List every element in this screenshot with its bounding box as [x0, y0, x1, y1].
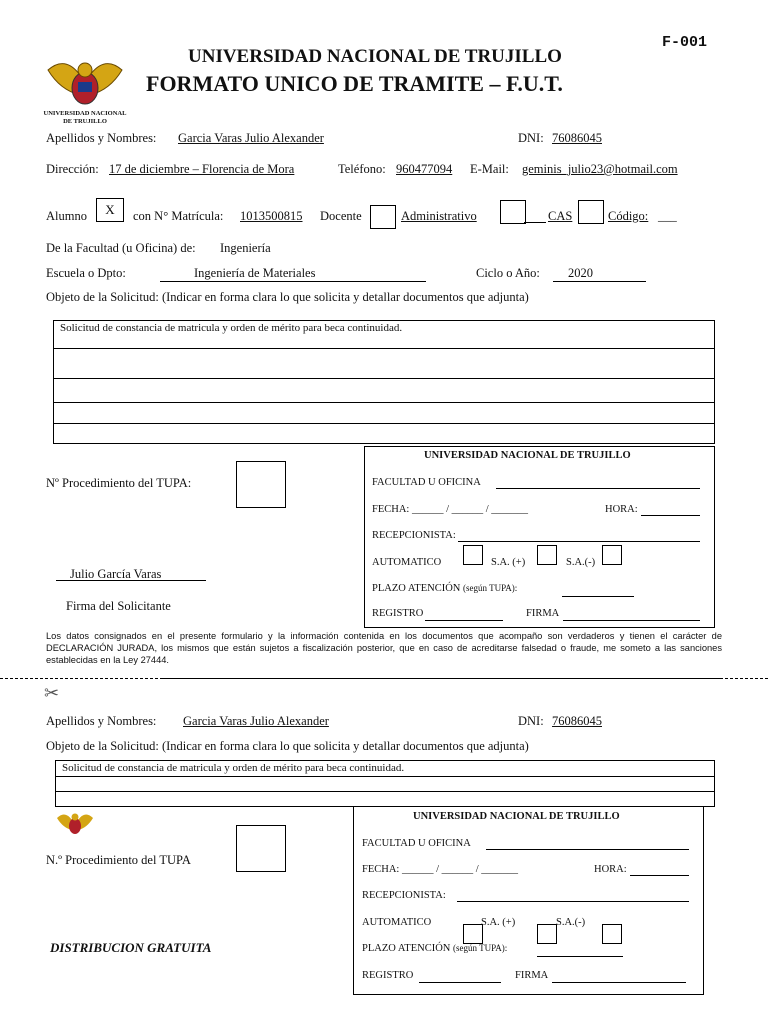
administrativo-label: Administrativo	[401, 209, 477, 223]
automatic-checkbox[interactable]	[463, 545, 483, 565]
docente-label: Docente	[320, 209, 362, 223]
logo-caption: UNIVERSIDAD NACIONAL DE TRUJILLO	[43, 110, 127, 125]
docente-checkbox[interactable]	[370, 205, 396, 229]
school-field[interactable]: Ingeniería de Materiales	[194, 266, 316, 280]
sa-minus-checkbox-2[interactable]	[602, 924, 622, 944]
tupa-box[interactable]	[236, 461, 286, 508]
tupa-label: Nº Procedimiento del TUPA:	[46, 476, 192, 490]
codigo-label: Código:	[608, 209, 649, 223]
signature-caption: Firma del Solicitante	[66, 599, 171, 613]
signature-name: Julio García Varas	[70, 567, 162, 581]
reception-sa-plus-2: S.A. (+)	[481, 917, 516, 928]
tupa-box-2[interactable]	[236, 825, 286, 872]
alumno-label: Alumno	[46, 209, 87, 223]
automatic-checkbox-2[interactable]	[463, 924, 483, 944]
names-label: Apellidos y Nombres:	[46, 131, 157, 145]
reception-sa-plus: S.A. (+)	[491, 557, 526, 568]
reception-title-2: UNIVERSIDAD NACIONAL DE TRUJILLO	[413, 811, 620, 822]
names-label-2: Apellidos y Nombres:	[46, 714, 157, 728]
dni-field-2[interactable]: 76086045	[552, 714, 602, 728]
cas-label: CAS	[548, 209, 573, 223]
sa-plus-checkbox-2[interactable]	[537, 924, 557, 944]
reception-signature: FIRMA	[526, 608, 560, 619]
sa-plus-checkbox[interactable]	[537, 545, 557, 565]
reception-signature-2: FIRMA	[515, 970, 549, 981]
footer-text: DISTRIBUCION GRATUITA	[50, 940, 212, 955]
email-label: E-Mail:	[470, 162, 509, 176]
names-field-2[interactable]: Garcia Varas Julio Alexander	[183, 714, 329, 728]
reception-automatic: AUTOMATICO	[372, 557, 442, 568]
sa-minus-checkbox[interactable]	[602, 545, 622, 565]
reception-sa-minus-2: S.A.(-)	[556, 917, 586, 928]
scissors-icon: ✂	[44, 683, 60, 703]
dni-label: DNI:	[518, 131, 544, 145]
cas-checkbox[interactable]	[578, 200, 604, 224]
request-label: Objeto de la Solicitud: (Indicar en forma clara lo que solicita y detallar documentos que adjunta)	[46, 290, 529, 304]
email-field[interactable]: geminis_julio23@hotmail.com	[522, 162, 678, 176]
request-text-2: Solicitud de constancia de matricula y orden de mérito para beca continuidad.	[62, 762, 405, 774]
matricula-label: con N° Matrícula:	[133, 209, 224, 223]
reception-registry-2: REGISTRO	[362, 970, 414, 981]
reception-title: UNIVERSIDAD NACIONAL DE TRUJILLO	[424, 450, 631, 461]
reception-sa-minus: S.A.(-)	[566, 557, 596, 568]
reception-registry: REGISTRO	[372, 608, 424, 619]
reception-deadline: PLAZO ATENCIÓN (según TUPA):	[372, 583, 518, 594]
phone-field[interactable]: 960477094	[396, 162, 453, 176]
reception-time-2: HORA:	[594, 864, 627, 875]
reception-deadline-2: PLAZO ATENCIÓN (según TUPA):	[362, 943, 508, 954]
faculty-field[interactable]: Ingeniería	[220, 241, 271, 255]
form-code: F-001	[662, 34, 708, 51]
tupa-label-2: N.º Procedimiento del TUPA	[46, 853, 191, 867]
form-title: FORMATO UNICO DE TRAMITE – F.U.T.	[146, 71, 563, 96]
declaration-text: Los datos consignados en el presente formulario y la información contenida en los documentos que acompaño son verdaderos y tienen el carácter de DECLARACIÓN JURADA, los mismos que están sujetos a fiscalización posterior, que en caso de acreditarse falsedad o fraude, me someto a las sanciones establecidas en la Ley 27444.	[46, 631, 722, 665]
request-table[interactable]	[53, 320, 715, 444]
reception-faculty-label-2: FACULTAD U OFICINA	[362, 838, 471, 849]
university-name: UNIVERSIDAD NACIONAL DE TRUJILLO	[188, 46, 562, 67]
codigo-field[interactable]: ___	[658, 209, 677, 223]
reception-automatic-2: AUTOMATICO	[362, 917, 432, 928]
phone-label: Teléfono:	[338, 162, 386, 176]
dni-field[interactable]: 76086045	[552, 131, 602, 145]
matricula-field[interactable]: 1013500815	[240, 209, 303, 223]
administrativo-checkbox[interactable]	[500, 200, 526, 224]
address-label: Dirección:	[46, 162, 99, 176]
reception-receptionist-2: RECEPCIONISTA:	[362, 890, 446, 901]
cycle-field[interactable]: 2020	[568, 266, 593, 280]
reception-faculty-label: FACULTAD U OFICINA	[372, 477, 481, 488]
alumno-checkbox[interactable]: X	[96, 198, 124, 222]
small-logo-icon	[55, 810, 95, 840]
request-label-2: Objeto de la Solicitud: (Indicar en forma clara lo que solicita y detallar documentos que adjunta)	[46, 739, 529, 753]
request-text: Solicitud de constancia de matricula y orden de mérito para beca continuidad.	[60, 322, 403, 334]
reception-time: HORA:	[605, 504, 638, 515]
school-label: Escuela o Dpto:	[46, 266, 126, 280]
reception-date[interactable]: FECHA: ______ / ______ / _______	[372, 504, 529, 515]
names-field[interactable]: Garcia Varas Julio Alexander	[178, 131, 324, 145]
dni-label-2: DNI:	[518, 714, 544, 728]
faculty-label: De la Facultad (u Oficina) de:	[46, 241, 196, 255]
address-field[interactable]: 17 de diciembre – Florencia de Mora	[109, 162, 295, 176]
reception-receptionist: RECEPCIONISTA:	[372, 530, 456, 541]
reception-date-2[interactable]: FECHA: ______ / ______ / _______	[362, 864, 519, 875]
cycle-label: Ciclo o Año:	[476, 266, 540, 280]
